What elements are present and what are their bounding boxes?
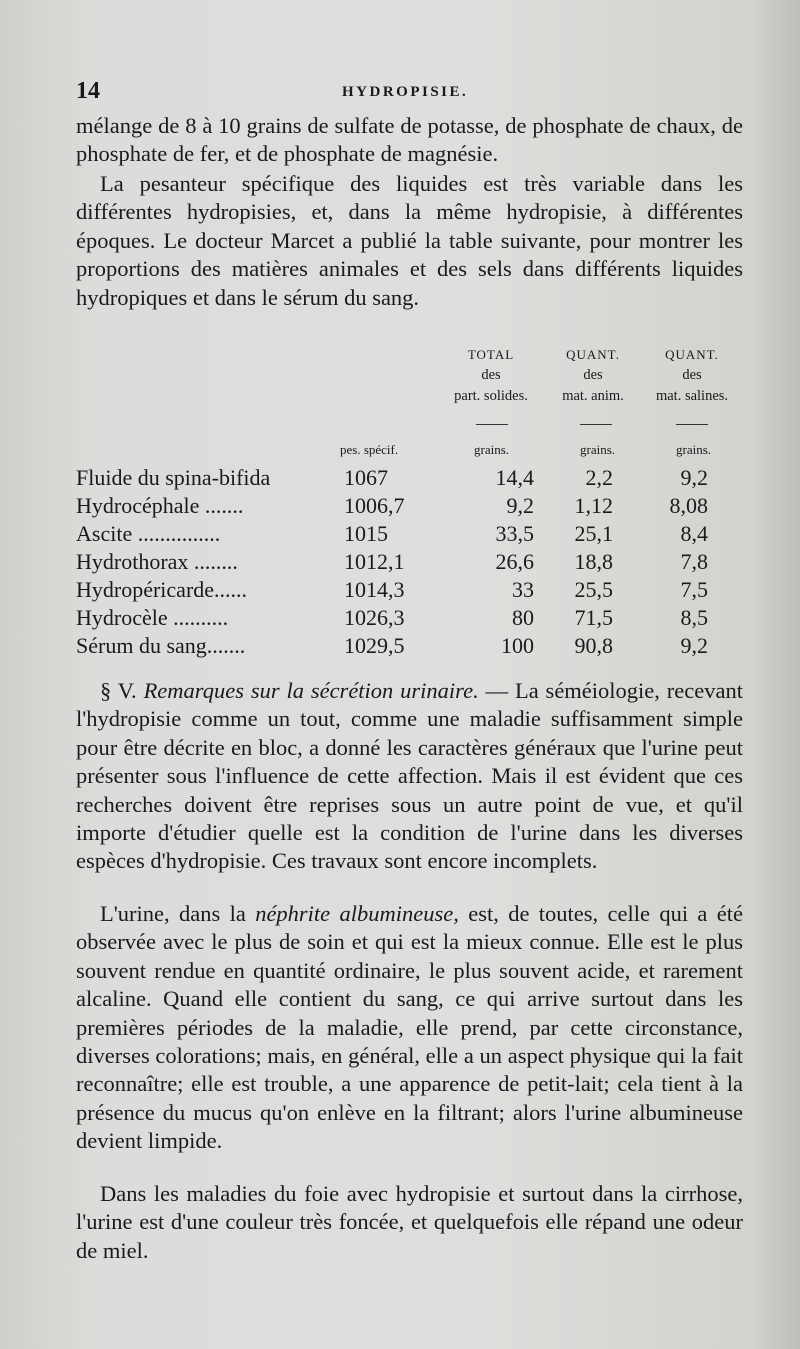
- page-header: [76, 78, 744, 104]
- section-title: Remarques sur la sécrétion urinaire.: [143, 678, 479, 703]
- paragraph-continuation: mélange de 8 à 10 grains de sulfate de potasse, de phosphate de chaux, de phosphate de fer, et de phosphate de magnésie.: [76, 113, 743, 167]
- row-label: Fluide du spina-bifida: [76, 465, 271, 490]
- cell-total-solids: 9,2: [506, 493, 534, 518]
- column-head-total: [436, 344, 546, 407]
- unit-label: grains.: [676, 442, 712, 457]
- cell-specific-gravity: 1014,3: [344, 577, 405, 602]
- paragraph-text: L'urine, dans la: [100, 901, 256, 926]
- cell-total-solids: 33,5: [495, 521, 534, 546]
- cell-saline-matter: 9,2: [680, 633, 708, 658]
- cell-total-solids: 33: [512, 577, 534, 602]
- column-head-line: des: [583, 367, 603, 383]
- unit-label: pes. spécif.: [340, 442, 399, 457]
- header-rule: [676, 424, 708, 425]
- cell-saline-matter: 8,5: [680, 605, 708, 630]
- cell-total-solids: 26,6: [495, 549, 534, 574]
- page-number: 14: [76, 78, 100, 104]
- cell-animal-matter: 25,5: [574, 577, 613, 602]
- column-head-line: QUANT.: [566, 347, 620, 362]
- cell-saline-matter: 8,4: [680, 521, 708, 546]
- cell-saline-matter: 7,5: [680, 577, 708, 602]
- table-row: [76, 549, 746, 577]
- column-head-animal: [538, 344, 648, 407]
- section-text: — La séméiologie, recevant l'hydropisie comme un tout, comme une maladie suffisamment simple pour être décrite en bloc, a donné les caractères généraux que l'urine peut présenter sous l'influence de cette affection. Mais il est évident que ces recherches doivent être reprises sous un autre point de vue, et qu'il importe d'étudier quelle est la condition de l'urine dans les diverses espèces d'hydropisie. Ces travaux sont encore incomplets.: [76, 678, 743, 874]
- cell-animal-matter: 1,12: [574, 493, 613, 518]
- cell-animal-matter: 90,8: [574, 633, 613, 658]
- column-head-line: part. solides.: [454, 388, 528, 404]
- cell-animal-matter: 71,5: [574, 605, 613, 630]
- paragraph-urine-nephritis: [76, 900, 743, 1156]
- cell-specific-gravity: 1029,5: [344, 633, 405, 658]
- cell-specific-gravity: 1012,1: [344, 549, 405, 574]
- header-rule: [580, 424, 612, 425]
- cell-specific-gravity: 1006,7: [344, 493, 405, 518]
- cell-specific-gravity: 1067: [344, 465, 388, 490]
- paragraph-liver-disease: Dans les maladies du foie avec hydropisie et surtout dans la cirrhose, l'urine est d'une couleur très foncée, et quelquefois elle répand une odeur de miel.: [76, 1181, 743, 1263]
- header-rule: [476, 424, 508, 425]
- row-label: Sérum du sang.......: [76, 633, 246, 658]
- section-number: § V.: [100, 678, 144, 703]
- cell-total-solids: 80: [512, 605, 534, 630]
- paragraph-text: est, de toutes, celle qui a été observée avec le plus de soin et qui est la mieux connue. Elle est le plus souvent rendue en quantité ordinaire, le plus souvent acide, et rarement alcaline. Quand elle contient du sang, ce qui arrive surtout dans les premières périodes de la maladie, elle prend, par cette circonstance, diverses colorations; mais, en général, elle a un aspect physique qui la fait reconnaître; elle est trouble, a une apparence de petit-lait; cela tient à la présence du mucus qu'on enlève en la filtrant; alors l'urine albumineuse devient limpide.: [76, 901, 743, 1154]
- column-head-saline: [636, 344, 748, 407]
- table-row: [76, 465, 746, 493]
- table-row: [76, 605, 746, 633]
- cell-total-solids: 100: [501, 633, 534, 658]
- cell-saline-matter: 8,08: [669, 493, 708, 518]
- cell-animal-matter: 25,1: [574, 521, 613, 546]
- column-head-line: mat. anim.: [562, 388, 624, 404]
- row-label: Ascite ...............: [76, 521, 221, 546]
- row-label: Hydrocéphale .......: [76, 493, 244, 518]
- table-row: [76, 521, 746, 549]
- column-head-line: des: [682, 367, 702, 383]
- row-label: Hydrothorax ........: [76, 549, 238, 574]
- table-row: [76, 493, 746, 521]
- cell-total-solids: 14,4: [495, 465, 534, 490]
- running-title: HYDROPISIE.: [342, 84, 469, 100]
- column-head-line: TOTAL: [467, 347, 515, 362]
- table-column-headers: [436, 344, 746, 406]
- cell-specific-gravity: 1015: [344, 521, 388, 546]
- unit-label: grains.: [580, 442, 616, 457]
- column-head-line: des: [481, 367, 501, 383]
- section-v-paragraph: [76, 677, 743, 876]
- row-label: Hydrocèle ..........: [76, 605, 229, 630]
- unit-label: grains.: [474, 442, 510, 457]
- cell-saline-matter: 7,8: [680, 549, 708, 574]
- row-label: Hydropéricarde......: [76, 577, 248, 602]
- cell-specific-gravity: 1026,3: [344, 605, 405, 630]
- column-head-line: QUANT.: [665, 347, 719, 362]
- cell-animal-matter: 18,8: [574, 549, 613, 574]
- cell-animal-matter: 2,2: [585, 465, 613, 490]
- cell-saline-matter: 9,2: [680, 465, 708, 490]
- table-row: [76, 633, 746, 661]
- table-row: [76, 577, 746, 605]
- paragraph-specific-gravity: La pesanteur spécifique des liquides est très variable dans les différentes hydropisies, et, dans la même hydropisie, à différentes époques. Le docteur Marcet a publié la table suivante, pour montrer les proportions des matières animales et des sels dans différents liquides hydropiques et dans le sérum du sang.: [76, 171, 743, 310]
- column-head-line: mat. salines.: [655, 388, 729, 404]
- italic-term: néphrite albumineuse,: [255, 901, 459, 926]
